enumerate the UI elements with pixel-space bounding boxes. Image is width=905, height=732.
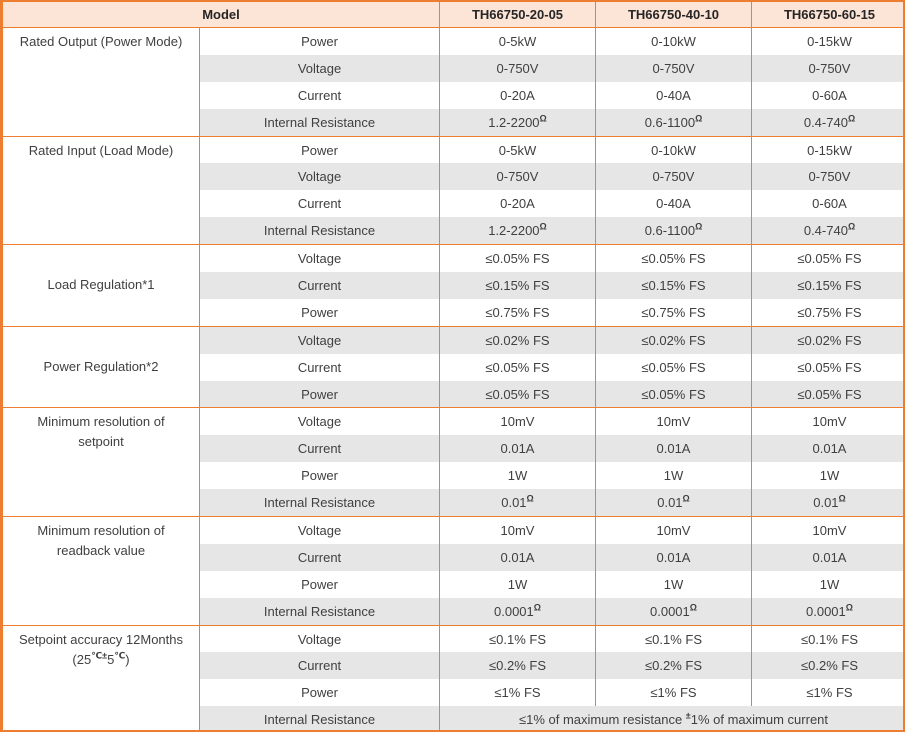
value-cell: $0.0001^\Omega$ (752, 598, 905, 625)
value-cell: ≤0.05% FS (596, 354, 752, 381)
table-row (3, 625, 905, 652)
value-cell: ≤0.05% FS (752, 245, 905, 272)
value-cell: ≤0.05% FS (752, 354, 905, 381)
value-cell: 10mV (440, 408, 596, 435)
value-cell: 10mV (752, 408, 905, 435)
value-cell: ≤0.15% FS (596, 272, 752, 299)
param-cell: Power (200, 136, 440, 163)
param-cell: Current (200, 190, 440, 217)
value-cell: 1W (752, 571, 905, 598)
param-cell: Internal Resistance (200, 598, 440, 625)
value-cell: 0.01A (596, 544, 752, 571)
param-cell: Current (200, 354, 440, 381)
value-cell: ≤0.2% FS (440, 652, 596, 679)
value-cell: 0-20A (440, 190, 596, 217)
value-cell: 10mV (440, 517, 596, 544)
value-cell: ≤0.02% FS (440, 326, 596, 353)
value-cell: ≤0.15% FS (752, 272, 905, 299)
value-cell: ≤1% FS (752, 679, 905, 706)
param-cell: Current (200, 544, 440, 571)
table-row (3, 245, 905, 272)
param-cell: Power (200, 462, 440, 489)
value-cell: $1.2-2200^\Omega$ (440, 217, 596, 244)
param-cell: Power (200, 381, 440, 408)
value-cell: 0.01A (440, 435, 596, 462)
table-row (3, 28, 905, 55)
value-cell: ≤0.02% FS (752, 326, 905, 353)
category-cell: Setpoint accuracy 12Months (25℃±5℃) (3, 625, 200, 732)
category-cell: Power Regulation*2 (3, 326, 200, 408)
param-cell: Current (200, 435, 440, 462)
value-cell: 0-15kW (752, 136, 905, 163)
value-cell: 0-750V (440, 55, 596, 82)
value-cell: $0.01^\Omega$ (596, 489, 752, 516)
param-cell: Current (200, 82, 440, 109)
value-cell: ≤0.2% FS (596, 652, 752, 679)
value-cell: $0.0001^\Omega$ (596, 598, 752, 625)
value-cell: ≤0.75% FS (752, 299, 905, 326)
header-row (3, 2, 905, 28)
value-cell: 10mV (596, 408, 752, 435)
param-cell: Power (200, 299, 440, 326)
value-cell: ≤1% FS (440, 679, 596, 706)
value-cell: 1W (440, 571, 596, 598)
model-column-header: TH66750-60-15 (752, 2, 905, 28)
table-row (3, 326, 905, 353)
param-cell: Voltage (200, 408, 440, 435)
value-cell: 0-5kW (440, 136, 596, 163)
value-cell: 1W (596, 462, 752, 489)
category-cell: Minimum resolution of readback value (3, 517, 200, 626)
value-cell: 0-40A (596, 82, 752, 109)
spec-table-body (3, 28, 905, 732)
value-cell: 10mV (752, 517, 905, 544)
value-cell: $1.2-2200^\Omega$ (440, 109, 596, 136)
value-cell: 0.01A (752, 435, 905, 462)
value-cell: ≤0.05% FS (596, 381, 752, 408)
param-cell: Internal Resistance (200, 217, 440, 244)
param-cell: Voltage (200, 625, 440, 652)
param-cell: Voltage (200, 517, 440, 544)
value-cell: $0.01^\Omega$ (752, 489, 905, 516)
model-column-header: TH66750-40-10 (596, 2, 752, 28)
value-cell: 1W (440, 462, 596, 489)
param-cell: Power (200, 571, 440, 598)
value-cell: 0-750V (596, 163, 752, 190)
value-cell: ≤0.05% FS (752, 381, 905, 408)
table-row (3, 408, 905, 435)
value-cell: 0-60A (752, 82, 905, 109)
param-cell: Voltage (200, 163, 440, 190)
value-cell: $0.6-1100^\Omega$ (596, 109, 752, 136)
value-cell: $0.4-740^\Omega$ (752, 109, 905, 136)
value-cell: $0.4-740^\Omega$ (752, 217, 905, 244)
value-cell: 10mV (596, 517, 752, 544)
value-cell: 0-750V (752, 163, 905, 190)
value-cell: 0-15kW (752, 28, 905, 55)
value-cell: ≤0.05% FS (440, 354, 596, 381)
value-cell: $0.6-1100^\Omega$ (596, 217, 752, 244)
category-cell: Rated Input (Load Mode) (3, 136, 200, 245)
value-cell: 1W (596, 571, 752, 598)
value-cell: ≤0.1% FS (596, 625, 752, 652)
param-cell: Internal Resistance (200, 489, 440, 516)
param-cell: Current (200, 272, 440, 299)
value-cell: ≤0.75% FS (596, 299, 752, 326)
value-cell: 0-10kW (596, 28, 752, 55)
model-header-cell: Model (3, 2, 440, 28)
value-cell: ≤0.1% FS (440, 625, 596, 652)
spec-table-header (3, 2, 905, 28)
value-cell: 0-5kW (440, 28, 596, 55)
value-cell: ≤0.05% FS (440, 245, 596, 272)
value-cell: ≤0.05% FS (440, 381, 596, 408)
spec-table (2, 2, 905, 732)
category-cell: Rated Output (Power Mode) (3, 28, 200, 137)
param-cell: Voltage (200, 326, 440, 353)
param-cell: Voltage (200, 55, 440, 82)
value-cell: 0-750V (440, 163, 596, 190)
value-cell: 0-750V (752, 55, 905, 82)
value-cell: 0.01A (440, 544, 596, 571)
value-cell: 0.01A (596, 435, 752, 462)
model-column-header: TH66750-20-05 (440, 2, 596, 28)
param-cell: Power (200, 679, 440, 706)
value-cell: ≤0.15% FS (440, 272, 596, 299)
value-cell: ≤0.2% FS (752, 652, 905, 679)
category-cell: Load Regulation*1 (3, 245, 200, 327)
value-cell: $0.01^\Omega$ (440, 489, 596, 516)
param-cell: Internal Resistance (200, 109, 440, 136)
value-cell: 0.01A (752, 544, 905, 571)
table-row (3, 136, 905, 163)
value-cell: 0-750V (596, 55, 752, 82)
value-cell: ≤0.1% FS (752, 625, 905, 652)
value-cell: 0-20A (440, 82, 596, 109)
value-cell: 0-60A (752, 190, 905, 217)
param-cell: Voltage (200, 245, 440, 272)
value-cell: ≤0.75% FS (440, 299, 596, 326)
value-cell: ≤0.05% FS (596, 245, 752, 272)
table-row (3, 517, 905, 544)
value-cell: 0-10kW (596, 136, 752, 163)
param-cell: Internal Resistance (200, 706, 440, 732)
value-cell: $0.0001^\Omega$ (440, 598, 596, 625)
value-cell: 1W (752, 462, 905, 489)
param-cell: Power (200, 28, 440, 55)
param-cell: Current (200, 652, 440, 679)
category-cell: Minimum resolution of setpoint (3, 408, 200, 517)
value-cell: ≤0.02% FS (596, 326, 752, 353)
value-cell-merged: ≤1% of maximum resistance ±1% of maximum current (440, 706, 905, 732)
value-cell: ≤1% FS (596, 679, 752, 706)
value-cell: 0-40A (596, 190, 752, 217)
